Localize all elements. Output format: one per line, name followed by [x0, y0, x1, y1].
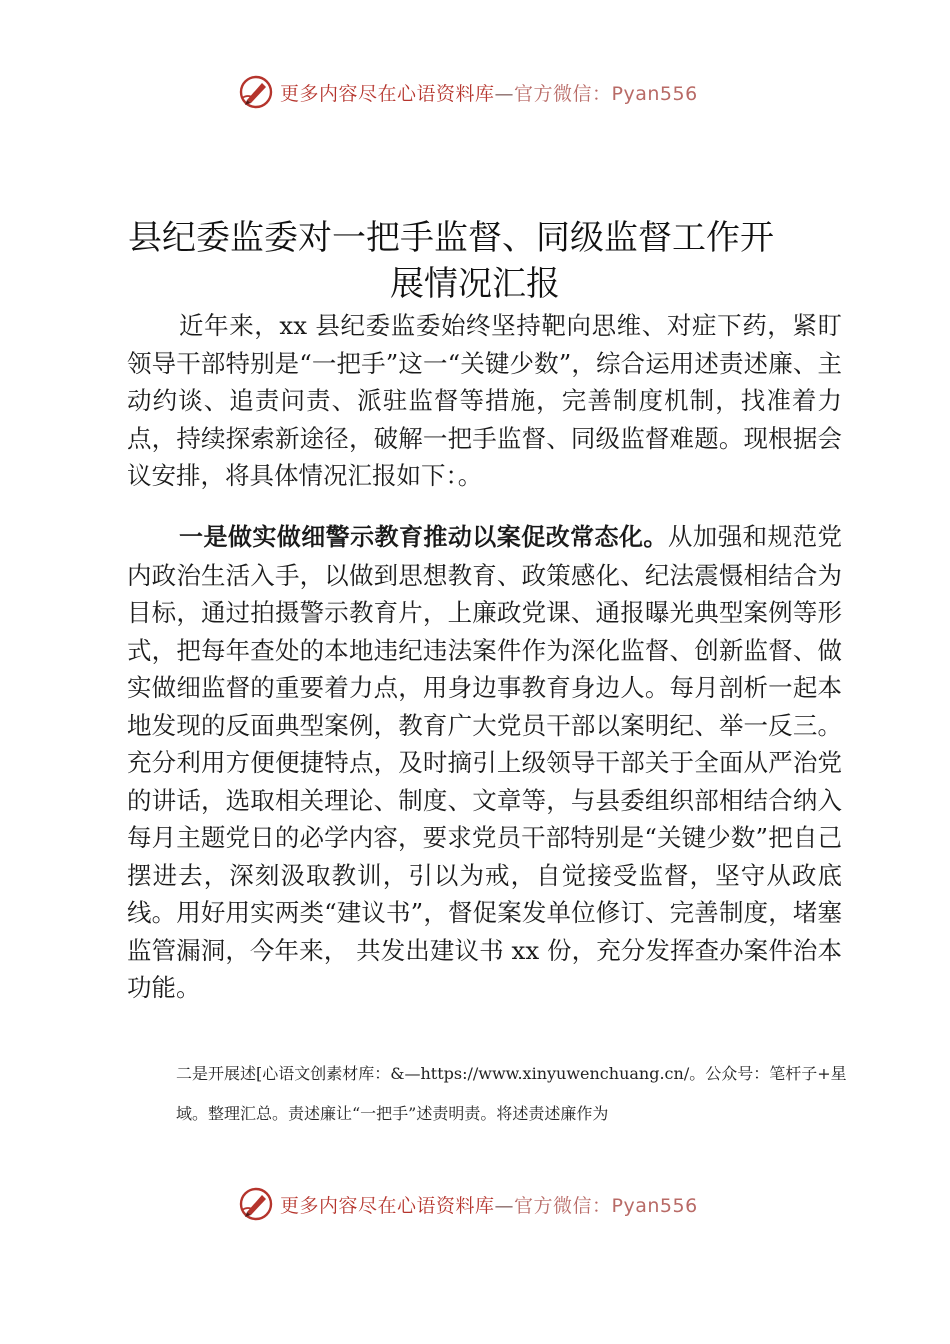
pen-logo-icon: [238, 1186, 274, 1222]
section-2-paragraph: 二是开展述[心语文创素材库：&—https://www.xinyuwenchuang.cn/。公众号：笔杆子+星域。整理汇总。责述廉让“一把手”述责明责。将述责述廉作为: [176, 1064, 847, 1123]
footer-watermark-banner: [238, 1184, 698, 1224]
section-1-heading: 一是做实做细警示教育推动以案促改常态化。: [179, 523, 668, 551]
section-1-body: 从加强和规范党内政治生活入手，以做到思想教育、政策感化、纪法震慑相结合为目标，通过拍摄警示教育片，上廉政党课、通报曝光典型案例等形式，把每年查处的本地违纪违法案件作为深化监督、创新监督、做实做细监督的重要着力点，用身边事教育身边人。每月剖析一起本地发现的反面典型案例，教育广大党员干部以案明纪、举一反三。充分利用方便便捷特点，及时摘引上级领导干部关于全面从严治党的讲话，选取相关理论、制度、文章等，与县委组织部相结合纳入每月主题党日的必学内容，要求党员干部特别是“关键少数”把自己摆进去，深刻汲取教训，引以为戒，自觉接受监督，坚守从政底线。用好用实两类“建议书”，督促案发单位修订、完善制度，堵塞监管漏洞，今年来， 共发出建议书 xx 份，充分发挥查办案件治本功能。: [127, 522, 843, 1002]
banner-text: 更多内容尽在心语资料库—官方微信：Pyan556: [280, 1194, 698, 1217]
document-title: [120, 215, 830, 307]
intro-paragraph: 近年来，xx 县纪委监委始终坚持靶向思维、对症下药，紧盯领导干部特别是“一把手”这一“关键少数”，综合运用述责述廉、主动约谈、追责问责、派驻监督等措施，完善制度机制，找准着力点，持续探索新途径，破解一把手监督、同级监督难题。现根据会议安排，将具体情况汇报如下：。: [127, 311, 842, 490]
pen-logo-icon: [238, 74, 274, 110]
title-line-2: 展情况汇报: [390, 264, 560, 304]
banner-text: 更多内容尽在心语资料库—官方微信：Pyan556: [280, 82, 698, 105]
section-1-paragraph: [127, 518, 842, 1007]
title-line-1: 县纪委监委对一把手监督、同级监督工作开: [128, 218, 774, 258]
header-watermark-banner: [238, 72, 698, 112]
